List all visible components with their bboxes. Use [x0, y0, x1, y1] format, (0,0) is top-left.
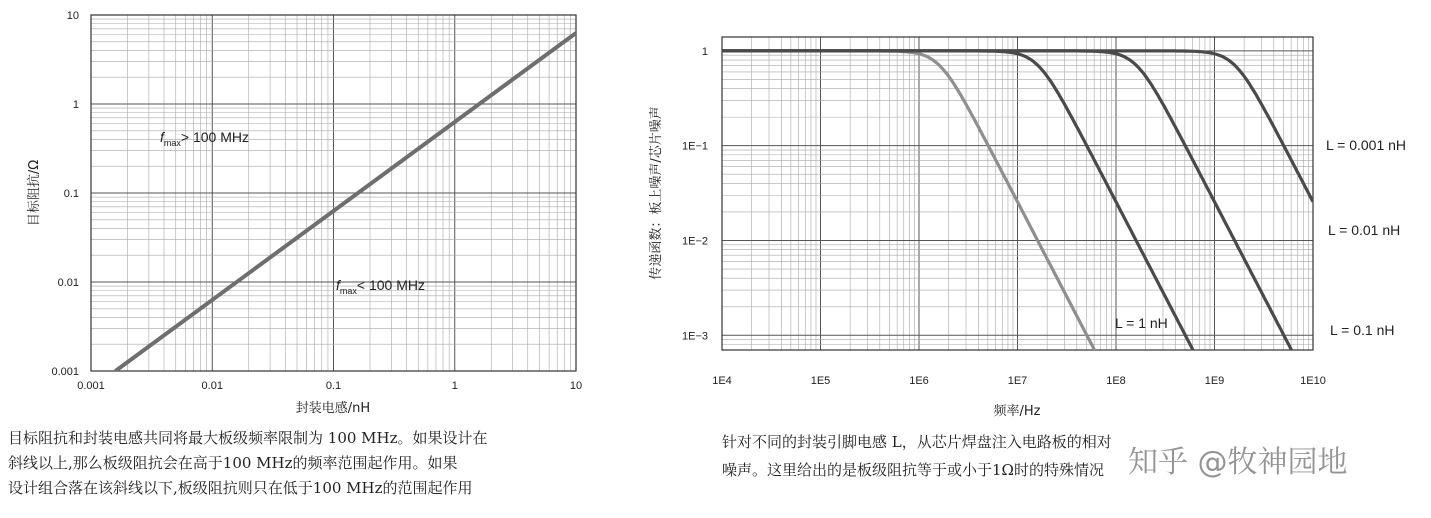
right-chart-x-tick-label: 1E9: [1204, 375, 1225, 387]
right-chart-x-tick-label: 1E7: [1007, 375, 1028, 387]
left-chart-y-tick-label: 10: [66, 10, 79, 22]
right-caption-line: 噪声。这里给出的是板级阻抗等于或小于1Ω时的特殊情况: [722, 461, 1104, 479]
left-chart-boundary-line: [115, 33, 576, 371]
right-chart-x-tick-label: 1E4: [712, 375, 732, 387]
right-chart-x-ticks: [712, 375, 1326, 387]
left-chart-y-ticks: [51, 10, 79, 378]
right-chart-legend-l-1: L = 1 nH: [1115, 315, 1168, 331]
left-chart-x-tick-label: 0.001: [77, 380, 105, 392]
left-chart-x-tick-label: 1: [451, 380, 458, 392]
right-chart-y-tick-label: 1E−3: [682, 330, 708, 343]
right-chart-grid: [722, 37, 1313, 350]
right-chart-x-tick-label: 1E10: [1300, 375, 1326, 387]
left-chart-y-axis-label: 目标阻抗/Ω: [27, 159, 42, 227]
right-chart-x-tick-label: 1E8: [1106, 375, 1126, 387]
left-chart-x-ticks: [77, 380, 582, 392]
left-chart-annotation-below: $f_{max}< 100$ MHz: [336, 277, 425, 296]
left-chart-x-axis-label: 封装电感/nH: [295, 401, 371, 416]
right-chart-legend-l-0001: L = 0.001 nH: [1326, 137, 1407, 153]
left-caption-line: 斜线以上,那么板级阻抗会在高于100 MHz的频率范围起作用。如果: [8, 454, 458, 472]
left-chart-y-tick-label: 0.1: [63, 188, 79, 200]
left-chart-annotation-above: $f_{max}> 100$ MHz: [160, 129, 249, 148]
right-chart-x-tick-label: 1E5: [810, 375, 831, 387]
right-chart-y-tick-label: 1E−1: [682, 140, 708, 153]
right-chart-y-tick-label: 1: [701, 45, 708, 58]
left-chart-x-tick-label: 0.1: [325, 380, 342, 392]
left-caption-line: 设计组合落在该斜线以下,板级阻抗则只在低于100 MHz的范围起作用: [8, 479, 473, 497]
right-chart-y-axis-label: 传递函数：板上噪声/芯片噪声: [649, 106, 664, 280]
right-chart-legend-l-001: L = 0.01 nH: [1328, 222, 1401, 238]
right-chart-caption: [722, 428, 1112, 484]
right-chart-x-tick-label: 1E6: [909, 375, 929, 387]
left-chart-y-tick-label: 0.001: [51, 366, 79, 378]
left-chart-x-tick-label: 10: [569, 380, 583, 392]
right-chart-y-tick-label: 1E−2: [682, 235, 708, 248]
left-chart-x-tick-label: 0.01: [201, 380, 223, 392]
left-chart-y-tick-label: 0.01: [57, 277, 79, 289]
right-chart-y-ticks: [682, 46, 708, 342]
left-chart-grid: [91, 15, 576, 371]
left-chart-caption: [8, 426, 488, 501]
right-chart-legend-l-01: L = 0.1 nH: [1330, 322, 1395, 338]
left-caption-line: 目标阻抗和封装电感共同将最大板级频率限制为 100 MHz。如果设计在: [8, 429, 488, 447]
right-caption-line: 针对不同的封装引脚电感 L，从芯片焊盘注入电路板的相对: [722, 433, 1112, 451]
right-chart-x-axis-label: 频率/Hz: [993, 404, 1041, 419]
left-chart-y-tick-label: 1: [72, 99, 79, 111]
watermark: 知乎 @牧神园地: [1128, 445, 1348, 480]
